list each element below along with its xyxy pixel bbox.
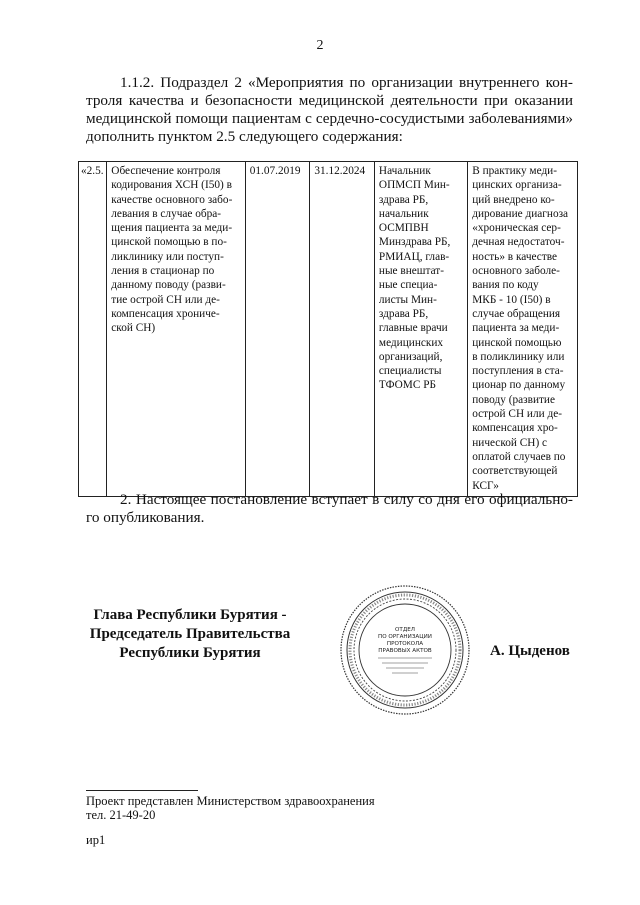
intro-line: дополнить пунктом 2.5 следующего содержания:	[86, 128, 403, 145]
responsible-line: главные врачи	[378, 322, 448, 335]
measure-line: компенсация хрониче-	[111, 307, 220, 320]
result-line: В практику меди-	[472, 165, 557, 177]
seal-line: ПО ОРГАНИЗАЦИИ	[378, 634, 432, 640]
result-line: компенсация хро-	[472, 422, 558, 435]
measure-line: ской СН)	[111, 322, 156, 335]
responsible-line: ОПМСП Мин-	[378, 179, 450, 192]
closing-line: го опубликования.	[86, 509, 205, 526]
seal-line: ПРАВОВЫХ АКТОВ	[378, 648, 432, 654]
measure-line: цинской помощью в по-	[111, 236, 227, 249]
document-tag: ир1	[86, 833, 106, 847]
result-line: КСГ»	[472, 479, 499, 492]
responsible-line: начальник	[378, 207, 429, 220]
result-line: основного заболе-	[472, 265, 560, 278]
footer-divider	[86, 790, 198, 791]
closing-paragraph	[86, 491, 573, 527]
result-line: пациента за меди-	[472, 322, 560, 335]
result-line: в поликлинику или	[472, 350, 565, 363]
result-line: ций внедрено ко-	[472, 193, 555, 206]
seal-line: ПРОТОКОЛА	[386, 641, 424, 647]
signatory-name: А. Цыденов	[490, 643, 570, 659]
responsible-line: РМИАЦ, глав-	[378, 250, 450, 263]
responsible-line: организаций,	[378, 350, 443, 363]
result-line: соответствующей	[472, 465, 558, 478]
signatory-title-line: Председатель Правительства	[89, 626, 291, 642]
result-line: МКБ - 10 (I50) в	[472, 293, 551, 306]
responsible-line: медицинских	[378, 336, 444, 349]
intro-paragraph	[86, 74, 573, 146]
measure-line: тие острой СН или де-	[111, 293, 220, 306]
measure-cell	[107, 162, 245, 497]
intro-line: 1.1.2. Подраздел 2 «Мероприятия по организации внутреннего кон-	[120, 74, 573, 91]
result-line: оплатой случаев по	[472, 450, 566, 463]
footer-line: тел. 21-49-20	[86, 808, 156, 822]
measure-line: данному поводу (разви-	[111, 279, 226, 292]
signatory-title-line: Глава Республики Бурятия -	[93, 607, 287, 623]
responsible-line: здрава РБ,	[378, 307, 429, 320]
responsible-line: Начальник	[378, 165, 431, 177]
end-date-cell: 31.12.2024	[310, 162, 375, 497]
result-line: нической СН) с	[472, 436, 548, 449]
result-line: острой СН или де-	[472, 408, 563, 421]
table-row	[79, 162, 578, 497]
signatory-title-line: Республики Бурятия	[119, 645, 261, 661]
result-line: поступления в ста-	[472, 365, 564, 378]
responsible-cell	[374, 162, 467, 497]
measure-line: качестве основного забо-	[111, 193, 233, 206]
result-line: «хроническая сер-	[472, 222, 561, 235]
result-line: цинских организа-	[472, 179, 562, 192]
responsible-line: ОСМПВН	[378, 222, 429, 235]
result-line: ность» в качестве	[472, 250, 558, 263]
result-cell	[468, 162, 578, 497]
responsible-line: Минздрава РБ,	[378, 236, 451, 249]
result-line: поводу (развитие	[472, 393, 555, 406]
intro-line: троля качества и безопасности медицинской деятельности при оказании	[86, 92, 573, 109]
measure-line: ления в стационар по	[111, 265, 215, 278]
seal-line: ОТДЕЛ	[395, 627, 415, 633]
responsible-line: здрава РБ,	[378, 193, 429, 206]
amendment-table	[78, 161, 578, 497]
official-seal	[338, 583, 472, 717]
result-line: вания по коду	[472, 279, 539, 292]
responsible-line: ные внештат-	[378, 265, 444, 278]
footer-note	[86, 794, 375, 822]
result-line: ционар по данному	[472, 379, 566, 392]
responsible-line: ТФОМС РБ	[378, 379, 436, 392]
responsible-line: листы Мин-	[378, 293, 437, 306]
page-number: 2	[316, 38, 324, 53]
signatory-title	[80, 606, 300, 663]
result-line: случае обращения	[472, 307, 561, 320]
measure-line: кодирования ХСН (I50) в	[111, 179, 232, 192]
item-number-cell: «2.5.	[79, 162, 107, 497]
result-line: дирование диагноза	[472, 207, 569, 220]
measure-line: щения пациента за меди-	[111, 222, 233, 235]
responsible-line: ные специа-	[378, 279, 438, 292]
result-line: цинской помощью	[472, 336, 562, 349]
intro-line: медицинской помощи пациентам с сердечно-сосудистыми заболеваниями»	[86, 110, 573, 127]
start-date-cell: 01.07.2019	[245, 162, 310, 497]
measure-line: Обеспечение контроля	[111, 165, 221, 177]
result-line: дечная недостаточ-	[472, 236, 565, 249]
measure-line: левания в случае обра-	[111, 207, 222, 220]
closing-line: 2. Настоящее постановление вступает в силу со дня его официально-	[120, 491, 573, 508]
measure-line: ликлинику или поступ-	[111, 250, 224, 263]
responsible-line: специалисты	[378, 365, 442, 378]
footer-line: Проект представлен Министерством здравоохранения	[86, 794, 375, 808]
